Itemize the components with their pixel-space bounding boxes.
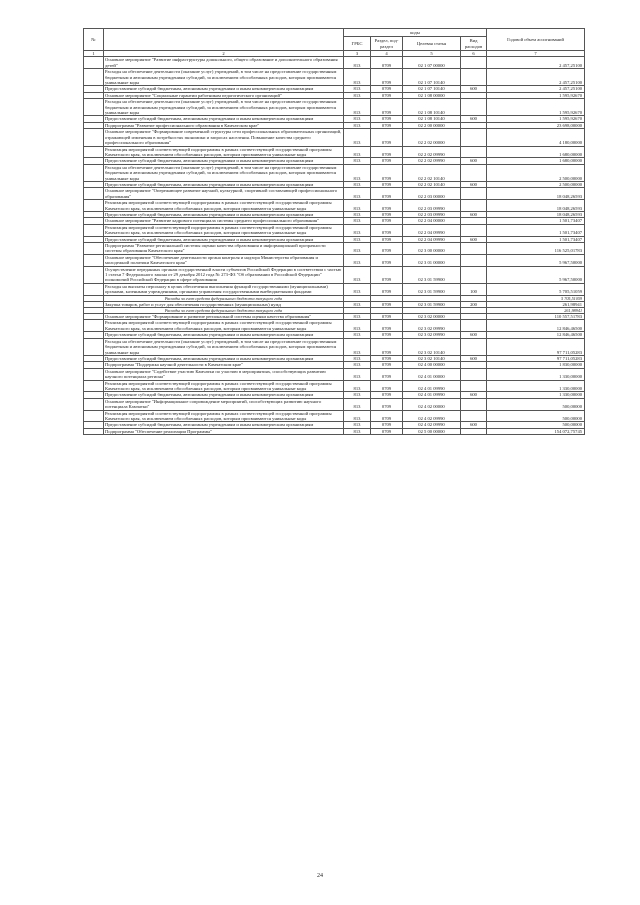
- cell-amount: 261,98941: [487, 301, 585, 307]
- cell-name: Реализация мероприятий соответствующей подпрограммы в рамках соответствующей государственной программы Камчатского края, за исключением обособленных расходов, которым присваиваются уникальные коды: [104, 146, 344, 158]
- cell-razdel: 0709: [371, 266, 403, 283]
- cell-target-article: 02 1 08 10140: [403, 99, 461, 116]
- cell-name: Предоставление субсидий бюджетным, автономным учреждениям и иным некоммерческим организациям: [104, 181, 344, 187]
- table-row: [84, 146, 585, 158]
- cell-razdel: 0709: [371, 355, 403, 361]
- cell-razdel: 0709: [371, 188, 403, 200]
- cell-amount: 1 501,73407: [487, 236, 585, 242]
- cell-expense-type: [461, 398, 487, 410]
- cell-grbs: 813: [344, 254, 371, 266]
- cell-grbs: 813: [344, 338, 371, 355]
- cell-razdel: 0709: [371, 92, 403, 98]
- cell-razdel: 0709: [371, 158, 403, 164]
- cell-amount: 2 457,25100: [487, 86, 585, 92]
- cell-target-article: 02 3 02 09990: [403, 320, 461, 332]
- cell-amount: 1 330,00000: [487, 392, 585, 398]
- table-row: [84, 283, 585, 295]
- cell-amount: 18 048,26593: [487, 188, 585, 200]
- cell-grbs: 813: [344, 301, 371, 307]
- header-index-4: 4: [371, 51, 403, 57]
- header-index-3: 3: [344, 51, 371, 57]
- table-body: [84, 57, 585, 435]
- cell-target-article: 02 2 00 00000: [403, 122, 461, 128]
- cell-target-article: 02 4 00 00000: [403, 362, 461, 368]
- cell-target-article: 02 2 03 09990: [403, 200, 461, 212]
- header-num: №: [84, 29, 104, 51]
- cell-target-article: 02 1 08 00000: [403, 92, 461, 98]
- cell-target-article: 02 2 02 09990: [403, 158, 461, 164]
- cell-expense-type: 600: [461, 422, 487, 428]
- cell-razdel: 0709: [371, 422, 403, 428]
- table-row: [84, 368, 585, 380]
- cell-amount: 261,98941: [487, 308, 585, 314]
- cell-amount: 500,00000: [487, 398, 585, 410]
- cell-grbs: 813: [344, 57, 371, 69]
- table-row: [84, 200, 585, 212]
- cell-target-article: 02 2 04 00000: [403, 218, 461, 224]
- cell-amount: 1 595,92670: [487, 116, 585, 122]
- table-row: [84, 69, 585, 86]
- cell-num: [84, 428, 104, 434]
- cell-target-article: 02 3 01 59900: [403, 266, 461, 283]
- cell-grbs: 813: [344, 146, 371, 158]
- cell-name: Предоставление субсидий бюджетным, автономным учреждениям и иным некоммерческим организациям: [104, 211, 344, 217]
- cell-grbs: 813: [344, 392, 371, 398]
- cell-target-article: 02 4 01 09990: [403, 392, 461, 398]
- cell-grbs: 813: [344, 69, 371, 86]
- cell-grbs: 813: [344, 283, 371, 295]
- cell-amount: 2 457,25100: [487, 57, 585, 69]
- header-grbs: ГРБС: [344, 37, 371, 51]
- cell-amount: 110 557,51783: [487, 314, 585, 320]
- table-row: [84, 243, 585, 255]
- cell-razdel: 0709: [371, 236, 403, 242]
- cell-num: [84, 266, 104, 283]
- cell-grbs: 813: [344, 320, 371, 332]
- cell-num: [84, 129, 104, 146]
- cell-razdel: 0709: [371, 164, 403, 181]
- cell-expense-type: 100: [461, 283, 487, 295]
- cell-amount: 18 048,26593: [487, 200, 585, 212]
- cell-target-article: 02 3 02 10140: [403, 355, 461, 361]
- cell-grbs: 813: [344, 380, 371, 392]
- cell-expense-type: 200: [461, 301, 487, 307]
- cell-amount: 5 705,51059: [487, 283, 585, 295]
- cell-name: Предоставление субсидий бюджетным, автономным учреждениям и иным некоммерческим организациям: [104, 355, 344, 361]
- cell-grbs: 813: [344, 188, 371, 200]
- cell-expense-type: [461, 129, 487, 146]
- header-codes-group: коды: [344, 29, 487, 37]
- cell-razdel: 0709: [371, 428, 403, 434]
- cell-num: [84, 254, 104, 266]
- cell-amount: 1 680,00000: [487, 158, 585, 164]
- cell-razdel: 0709: [371, 392, 403, 398]
- header-target-article: Целевая статья: [403, 37, 461, 51]
- cell-name: Расходы на обеспечение деятельности (оказание услуг) учреждений, в том числе на предоставление государственным бюджетным и автономным учреждениям субсидий, за исключением обособленных расходов, которым присваиваются уникальные коды: [104, 338, 344, 355]
- cell-razdel: 0709: [371, 69, 403, 86]
- cell-grbs: 813: [344, 218, 371, 224]
- cell-target-article: 02 2 03 09990: [403, 211, 461, 217]
- cell-target-article: 02 2 03 00000: [403, 188, 461, 200]
- cell-razdel: 0709: [371, 410, 403, 422]
- cell-grbs: 813: [344, 200, 371, 212]
- table-row: [84, 410, 585, 422]
- header-name: [104, 29, 344, 51]
- cell-amount: 5 705,51059: [487, 295, 585, 301]
- cell-expense-type: [461, 57, 487, 69]
- cell-target-article: 02 2 02 10140: [403, 164, 461, 181]
- cell-amount: 154 072,75745: [487, 428, 585, 434]
- cell-num: [84, 283, 104, 295]
- cell-target-article: 02 4 02 09990: [403, 410, 461, 422]
- cell-expense-type: [461, 69, 487, 86]
- cell-grbs: 813: [344, 314, 371, 320]
- budget-table: [83, 28, 585, 435]
- cell-name: Реализация мероприятий соответствующей подпрограммы в рамках соответствующей государственной программы Камчатского края, за исключением обособленных расходов, которым присваиваются уникальные коды: [104, 380, 344, 392]
- cell-razdel: 0709: [371, 380, 403, 392]
- table-row: [84, 266, 585, 283]
- cell-num: [84, 243, 104, 255]
- cell-grbs: 813: [344, 236, 371, 242]
- cell-razdel: 0709: [371, 146, 403, 158]
- cell-amount: 2 457,25100: [487, 69, 585, 86]
- cell-name: Реализация мероприятий соответствующей подпрограммы в рамках соответствующей государственной программы Камчатского края, за исключением обособленных расходов, которым присваиваются уникальные коды: [104, 410, 344, 422]
- cell-razdel: 0709: [371, 332, 403, 338]
- cell-amount: 12 846,46500: [487, 320, 585, 332]
- cell-name: Расходы за счет средств федерального бюджета текущего года: [104, 308, 344, 314]
- cell-name: Основное мероприятие "Содействие участию Камчатки по участию в мероприятиях, способствующих развитию научного потенциала региона": [104, 368, 344, 380]
- cell-razdel: 0709: [371, 320, 403, 332]
- header-index-7: 7: [487, 51, 585, 57]
- cell-num: [84, 338, 104, 355]
- cell-name: Предоставление субсидий бюджетным, автономным учреждениям и иным некоммерческим организациям: [104, 392, 344, 398]
- page-number: 24: [317, 873, 323, 879]
- cell-razdel: 0709: [371, 122, 403, 128]
- cell-razdel: 0709: [371, 368, 403, 380]
- cell-expense-type: [461, 188, 487, 200]
- cell-target-article: 02 4 01 09990: [403, 380, 461, 392]
- cell-name: Закупка товаров, работ и услуг для обеспечения государственных (муниципальных) нужд: [104, 301, 344, 307]
- cell-target-article: 02 5 00 00000: [403, 428, 461, 434]
- header-index-5: 5: [403, 51, 461, 57]
- cell-name: Предоставление субсидий бюджетным, автономным учреждениям и иным некоммерческим организациям: [104, 158, 344, 164]
- cell-expense-type: [461, 428, 487, 434]
- cell-amount: 1 501,73407: [487, 224, 585, 236]
- cell-name: Основное мероприятие "Опережающее развитие научной, культурной, спортивной составляющей профессионального образования": [104, 188, 344, 200]
- cell-target-article: 02 3 02 09990: [403, 332, 461, 338]
- cell-expense-type: 600: [461, 355, 487, 361]
- cell-expense-type: [461, 200, 487, 212]
- cell-razdel: 0709: [371, 283, 403, 295]
- cell-num: [84, 410, 104, 422]
- cell-grbs: 813: [344, 410, 371, 422]
- header-index-2: 2: [104, 51, 344, 57]
- cell-amount: 500,00000: [487, 410, 585, 422]
- cell-amount: 1 830,00000: [487, 362, 585, 368]
- cell-grbs: 813: [344, 428, 371, 434]
- cell-grbs: 813: [344, 181, 371, 187]
- cell-name: Предоставление субсидий бюджетным, автономным учреждениям и иным некоммерческим организациям: [104, 332, 344, 338]
- cell-expense-type: [461, 320, 487, 332]
- cell-razdel: 0709: [371, 116, 403, 122]
- cell-target-article: 02 3 01 00000: [403, 254, 461, 266]
- table-row: [84, 164, 585, 181]
- cell-expense-type: 600: [461, 211, 487, 217]
- cell-razdel: 0709: [371, 338, 403, 355]
- cell-razdel: 0709: [371, 254, 403, 266]
- cell-grbs: 813: [344, 164, 371, 181]
- cell-target-article: 02 4 01 00000: [403, 368, 461, 380]
- cell-name: Расходы на обеспечение деятельности (оказание услуг) учреждений, в том числе на предоставление государственным бюджетным и автономным учреждениям субсидий, за исключением обособленных расходов, которым присваиваются уникальные коды: [104, 164, 344, 181]
- cell-amount: 97 711,05283: [487, 355, 585, 361]
- cell-name: Осуществление переданных органам государственной власти субъектов Российской Федерации в соответствии с частью 1 статьи 7 Федерального закона от 29 декабря 2012 года № 273-ФЗ "Об образовании в Российской Федерации" полномочий Российской Федерации в сфере образования: [104, 266, 344, 283]
- header-expense-type: Вид расходов: [461, 37, 487, 51]
- cell-amount: 5 967,50000: [487, 266, 585, 283]
- cell-expense-type: [461, 338, 487, 355]
- table-row: [84, 320, 585, 332]
- cell-expense-type: 600: [461, 181, 487, 187]
- cell-target-article: 02 1 07 10140: [403, 86, 461, 92]
- cell-expense-type: [461, 266, 487, 283]
- cell-expense-type: 600: [461, 332, 487, 338]
- cell-expense-type: 600: [461, 392, 487, 398]
- cell-num: [84, 57, 104, 69]
- cell-expense-type: 600: [461, 236, 487, 242]
- cell-grbs: 813: [344, 86, 371, 92]
- cell-grbs: 813: [344, 355, 371, 361]
- cell-num: [84, 380, 104, 392]
- cell-grbs: 813: [344, 92, 371, 98]
- table-row: [84, 398, 585, 410]
- cell-target-article: 02 2 02 10140: [403, 181, 461, 187]
- cell-name: Реализация мероприятий соответствующей подпрограммы в рамках соответствующей государственной программы Камчатского края, за исключением обособленных расходов, которым присваиваются уникальные коды: [104, 224, 344, 236]
- cell-amount: 23 698,00000: [487, 122, 585, 128]
- cell-grbs: 813: [344, 362, 371, 368]
- cell-amount: 1 330,00000: [487, 368, 585, 380]
- cell-name: Расходы на обеспечение деятельности (оказание услуг) учреждений, в том числе на предоставление государственным бюджетным и автономным учреждениям субсидий, за исключением обособленных расходов, которым присваиваются уникальные коды: [104, 69, 344, 86]
- cell-name: Предоставление субсидий бюджетным, автономным учреждениям и иным некоммерческим организациям: [104, 236, 344, 242]
- cell-target-article: 02 3 01 59900: [403, 283, 461, 295]
- cell-razdel: 0709: [371, 398, 403, 410]
- cell-razdel: 0709: [371, 129, 403, 146]
- cell-amount: 12 846,46500: [487, 332, 585, 338]
- cell-grbs: 813: [344, 422, 371, 428]
- cell-num: [84, 146, 104, 158]
- cell-amount: 97 711,05283: [487, 338, 585, 355]
- cell-name: Расходы за счет средств федерального бюджета текущего года: [104, 295, 344, 301]
- cell-name: Предоставление субсидий бюджетным, автономным учреждениям и иным некоммерческим организациям: [104, 86, 344, 92]
- cell-num: [84, 188, 104, 200]
- cell-target-article: 02 2 04 09990: [403, 236, 461, 242]
- header-index-6: 6: [461, 51, 487, 57]
- cell-amount: 116 525,01783: [487, 243, 585, 255]
- cell-razdel: 0709: [371, 211, 403, 217]
- cell-name: Основное мероприятие "Развитие инфраструктуры дошкольного, общего образование и дополнительного образования детей": [104, 57, 344, 69]
- cell-grbs: 813: [344, 398, 371, 410]
- cell-expense-type: [461, 164, 487, 181]
- cell-num: [84, 200, 104, 212]
- cell-name: Основное мероприятие "Информационное сопровождение мероприятий, способствующих развитию научного потенциала Камчатки": [104, 398, 344, 410]
- cell-amount: 2 500,00000: [487, 164, 585, 181]
- table-row: [84, 254, 585, 266]
- cell-amount: 1 330,00000: [487, 380, 585, 392]
- cell-num: [84, 398, 104, 410]
- cell-num: [84, 99, 104, 116]
- cell-grbs: 813: [344, 116, 371, 122]
- cell-num: [84, 69, 104, 86]
- cell-amount: 1 680,00000: [487, 146, 585, 158]
- cell-razdel: 0709: [371, 301, 403, 307]
- header-amount: Годовой объем ассигнований: [487, 29, 585, 51]
- cell-num: [84, 224, 104, 236]
- budget-table-sheet: [83, 28, 584, 435]
- cell-target-article: 02 2 02 09990: [403, 146, 461, 158]
- table-row: [84, 224, 585, 236]
- cell-target-article: 02 4 02 00000: [403, 398, 461, 410]
- cell-amount: 1 595,92670: [487, 92, 585, 98]
- cell-name: Расходы на обеспечение деятельности (оказание услуг) учреждений, в том числе на предоставление государственным бюджетным и автономным учреждениям субсидий, за исключением обособленных расходов, которым присваиваются уникальные коды: [104, 99, 344, 116]
- header-razdel: Раздел, под-раздел: [371, 37, 403, 51]
- cell-razdel: 0709: [371, 362, 403, 368]
- cell-expense-type: [461, 99, 487, 116]
- cell-expense-type: [461, 410, 487, 422]
- cell-expense-type: [461, 243, 487, 255]
- cell-grbs: 813: [344, 158, 371, 164]
- cell-grbs: 813: [344, 224, 371, 236]
- cell-razdel: 0709: [371, 218, 403, 224]
- cell-target-article: 02 4 02 09990: [403, 422, 461, 428]
- header-index-1: 1: [84, 51, 104, 57]
- cell-expense-type: [461, 368, 487, 380]
- cell-amount: 4 180,00000: [487, 129, 585, 146]
- table-row: [84, 188, 585, 200]
- cell-name: Подпрограмма "Развитие профессионального образования в Камчатском крае": [104, 122, 344, 128]
- cell-name: Подпрограмма "Поддержка научной деятельности в Камчатском крае": [104, 362, 344, 368]
- cell-name: Предоставление субсидий бюджетным, автономным учреждениям и иным некоммерческим организациям: [104, 422, 344, 428]
- cell-grbs: 813: [344, 122, 371, 128]
- cell-grbs: 813: [344, 211, 371, 217]
- cell-grbs: 813: [344, 99, 371, 116]
- cell-name: Основное мероприятие "Социальные гарантии работникам педагогического организаций": [104, 92, 344, 98]
- cell-amount: 1 595,92670: [487, 99, 585, 116]
- cell-razdel: 0709: [371, 181, 403, 187]
- cell-name: Подпрограмма "Обеспечение реализации Программы": [104, 428, 344, 434]
- cell-name: Подпрограмма "Развитие региональной системы оценки качества образования и информационной прозрачности системы образования Камчатского края": [104, 243, 344, 255]
- cell-name: Основное мероприятие "Формирование современной структуры сети профессиональных образовательных организаций, отражающей изменения в потребностях экономики и запросах населения. Повышение качества среднего профессионального образования": [104, 129, 344, 146]
- cell-num: [84, 368, 104, 380]
- cell-expense-type: 600: [461, 158, 487, 164]
- cell-name: Предоставление субсидий бюджетным, автономным учреждениям и иным некоммерческим организациям: [104, 116, 344, 122]
- cell-expense-type: [461, 254, 487, 266]
- cell-num: [84, 164, 104, 181]
- cell-razdel: 0709: [371, 86, 403, 92]
- cell-razdel: 0709: [371, 99, 403, 116]
- table-row: [84, 57, 585, 69]
- cell-name: Реализация мероприятий соответствующей подпрограммы в рамках соответствующей государственной программы Камчатского края, за исключением обособленных расходов, которым присваиваются уникальные коды: [104, 320, 344, 332]
- cell-amount: 5 967,50000: [487, 254, 585, 266]
- cell-amount: 2 500,00000: [487, 181, 585, 187]
- cell-target-article: 02 1 08 10140: [403, 116, 461, 122]
- cell-grbs: 813: [344, 266, 371, 283]
- cell-amount: 18 048,26593: [487, 211, 585, 217]
- cell-name: Расходы на выплаты персоналу в целях обеспечения выполнения функций государственными (муниципальными) органами, казенными учреждениями, органами управления государственными внебюджетными фондами: [104, 283, 344, 295]
- cell-name: Основное мероприятие "Обеспечение деятельности органа контроля и надзора Министерства образования и молодежной политики Камчатского края": [104, 254, 344, 266]
- cell-grbs: 813: [344, 129, 371, 146]
- cell-name: Основное мероприятие "Формирование и развитие региональной системы оценки качества образования": [104, 314, 344, 320]
- table-row: [84, 380, 585, 392]
- cell-target-article: 02 2 04 09990: [403, 224, 461, 236]
- table-row: [84, 99, 585, 116]
- cell-razdel: 0709: [371, 314, 403, 320]
- table-row: [84, 428, 585, 434]
- cell-target-article: 02 3 00 00000: [403, 243, 461, 255]
- cell-target-article: 02 2 02 00000: [403, 129, 461, 146]
- cell-grbs: 813: [344, 243, 371, 255]
- cell-target-article: 02 3 01 59900: [403, 301, 461, 307]
- cell-expense-type: [461, 380, 487, 392]
- cell-target-article: 02 1 07 00000: [403, 57, 461, 69]
- cell-grbs: 813: [344, 368, 371, 380]
- table-row: [84, 129, 585, 146]
- cell-amount: 500,00000: [487, 422, 585, 428]
- cell-target-article: 02 3 02 00000: [403, 314, 461, 320]
- cell-target-article: 02 3 02 10140: [403, 338, 461, 355]
- cell-num: [84, 320, 104, 332]
- cell-razdel: 0709: [371, 200, 403, 212]
- cell-amount: 1 501,73407: [487, 218, 585, 224]
- cell-expense-type: 600: [461, 86, 487, 92]
- cell-razdel: 0709: [371, 243, 403, 255]
- cell-target-article: 02 1 07 10140: [403, 69, 461, 86]
- table-row: [84, 338, 585, 355]
- cell-expense-type: [461, 224, 487, 236]
- cell-razdel: 0709: [371, 224, 403, 236]
- cell-grbs: 813: [344, 332, 371, 338]
- cell-expense-type: [461, 146, 487, 158]
- cell-expense-type: 600: [461, 116, 487, 122]
- cell-name: Основное мероприятие "Развитие кадрового потенциала системы среднего профессионального образования": [104, 218, 344, 224]
- cell-razdel: 0709: [371, 57, 403, 69]
- cell-name: Реализация мероприятий соответствующей подпрограммы в рамках соответствующей государственной программы Камчатского края, за исключением обособленных расходов, которым присваиваются уникальные коды: [104, 200, 344, 212]
